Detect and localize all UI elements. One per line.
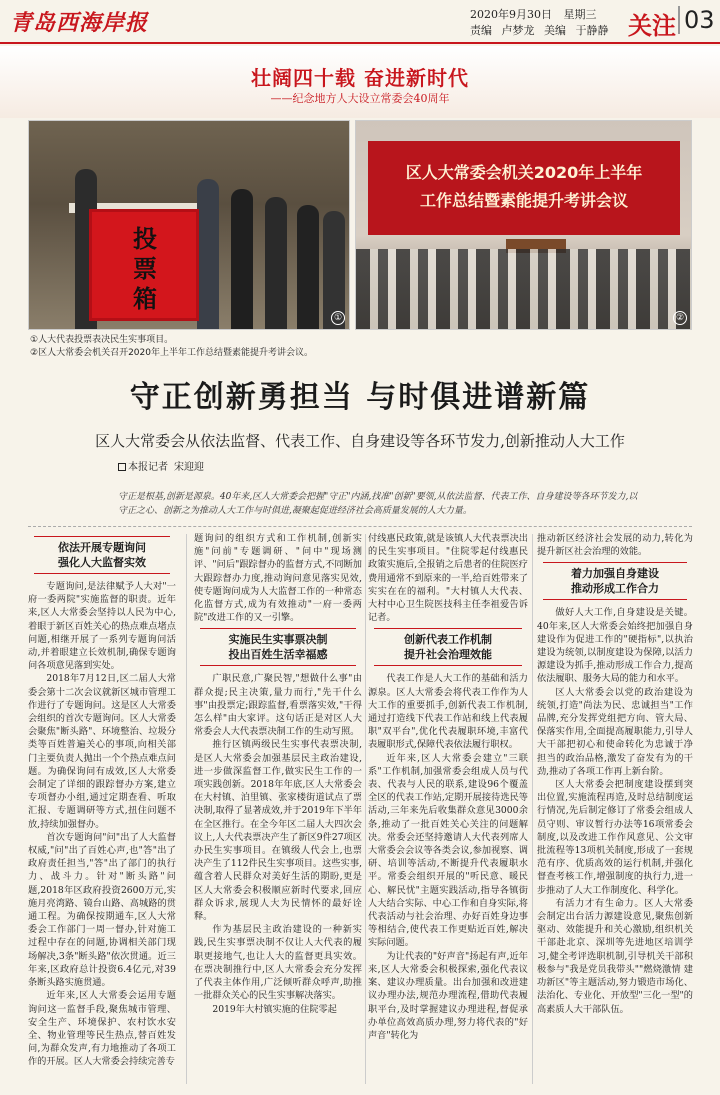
paragraph: 近年来,区人大常委会建立"三联系"工作机制,加强常委会组成人员与代表、代表与人民的联系,建设96个覆盖全区的代表工作站,定期开展接待选民等活动,三年来先后收集群众意见3000余条,推动了一批百姓关心关注的问题解决。常委会还坚持邀请人大代表列席人大常委会会议等各类会议,参加视察、调研、培训等活动,不断提升代表履职水平。常委会组织开展的"听民意、暖民心、解民忧"主题实践活动,指导各镇街人大结合实际、中心工作和自身实际,将代表活动与社会治理、办好百姓身边事等相结合,使代表工作更贴近百姓,解决实际问题。 (368, 752, 528, 949)
caption-line2: ②区人大常委会机关召开2020年上半年工作总结暨素能提升考讲会议。 (30, 348, 313, 358)
article-column-4 (537, 532, 693, 1087)
subtitle-line: 着力加强自身建设 (571, 567, 659, 581)
issue-weekday: 星期三 (563, 8, 597, 21)
banner-slogan: 壮阔四十载 奋进新时代 (251, 66, 469, 90)
section-subtitle (34, 536, 170, 574)
column-rule (365, 534, 366, 1084)
section-title: 关注 (628, 12, 676, 40)
person-figure (297, 205, 319, 329)
article-column-1 (28, 532, 176, 1087)
anniversary-banner (0, 46, 720, 118)
designer-name: 于静静 (575, 24, 609, 37)
article-lead: 守正是根基,创新是源泉。40年来,区人大常委会把握"守正"内涵,找准"创新"要领,从依法监督、代表工作、自身建设等各环节发力,以守正之心、创新之为推动人大工作与时俱进,凝聚起促进经济社会高质量发展的人大力量。 (118, 492, 638, 516)
byline-label: 本报记者 (128, 462, 168, 473)
paragraph: 推动新区经济社会发展的动力,转化为提升新区社会治理的效能。 (537, 533, 693, 558)
meeting-backdrop-line1: 区人大常委会机关2020年上半年 (405, 163, 643, 182)
subtitle-line: 投出百姓生活幸福感 (228, 648, 328, 662)
ballot-box (89, 209, 199, 321)
subtitle-line: 推动形成工作合力 (571, 582, 659, 596)
article-column-3 (368, 532, 528, 1087)
section-subtitle (374, 628, 522, 666)
meeting-backdrop (368, 141, 680, 235)
banner-subtitle: ——纪念地方人大设立常委会40周年 (270, 92, 450, 105)
subtitle-line: 实施民生实事票决制 (228, 633, 328, 647)
masthead (0, 0, 720, 44)
paragraph: 2019年大村镇实施的住院零起 (212, 1003, 337, 1015)
ballot-box-label: 投票箱 (133, 225, 157, 313)
paragraph: 有活力才有生命力。区人大常委会制定出台活力源建设意见,聚焦创新驱动、效能提升和关心激励,组织机关干部赴北京、深圳等先进地区培训学习,健全考评选职机制,引导机关干部积极参与"我是党员我带头""燃烧激情 建功新区"等主题活动,努力锻造市场化、法治化、专业化、开放型"三化一型"的高素质人大干部队伍。 (537, 897, 693, 1015)
person-figure (265, 197, 287, 329)
paper-name: 青岛西海岸报 (10, 10, 149, 36)
subtitle-line: 强化人大监督实效 (58, 556, 146, 569)
column-rule (532, 534, 533, 1084)
person-figure (231, 189, 253, 329)
paragraph: 做好人大工作,自身建设是关键。40年来,区人大常委会始终把加强自身建设作为促进工作的"硬指标",以执治建设为统领,以制度建设为保障,以活力源建设为抓手,推动形成工作合力,提高依法履职、服务大局的能力和水平。 (537, 607, 693, 685)
paragraph: 题询问的组织方式和工作机制,创新实施"问前"专题调研、"问中"现场测评、"问后"跟踪督办的监督方式,不同断加大跟踪督办力度,推动询问意见落实见效,使专题询问成为人大监督工作的一种常态化监督方式,成为有效推动"一府一委两院"改进工作的又一引擎。 (194, 533, 362, 624)
paragraph: 区人大常委会以党的政治建设为统领,打造"尚法为民、忠诚担当"工作品牌,充分发挥党组把方向、管大局、保落实作用,全面提高履职能力,引导人大干部把初心和使命转化为忠诚于净担当的政治品格,激发了奋发有为的干劲,推动了各项工作再上新台阶。 (537, 686, 693, 777)
article-column-2 (194, 532, 362, 1087)
paragraph: 推行区镇两级民生实事代表票决制,是区人大常委会加强基层民主政治建设,进一步做深监督工作,做实民生工作的一项实践创新。2018年年底,区人大常委会在大村镇、泊里镇、张家楼街道试点了票决制,取得了显著成效,并于2019年下半年在全区推行。在全今年区二届人大四次会议上,人大代表票决产生了新区9件27项区办民生实事项目。在镇级人代会上,也票决产生了112件民生实事项目。这些实事,蕴含着人民群众对美好生活的期盼,更是区人大常委会积极顺应新时代要求,回应群众诉求,展现人大为民情怀的最好诠释。 (194, 739, 362, 923)
designer-label: 美编 (544, 24, 566, 37)
issue-date-line (470, 6, 605, 22)
photo-caption (30, 334, 313, 360)
editor-name: 卢梦龙 (501, 24, 535, 37)
paragraph: 区人大常委会把制度建设摆到突出位置,实施流程再造,及时总结制度运行情况,先后制定修订了常委会组成人员守则、审议暂行办法等16项常委会制度,以及改进工作作风意见、公文审批流程等13项机关制度,形成了一套规范有序、优质高效的运行机制,并强化督查考核工作,增强制度的执行力,进一步推动了人大工作制度化、科学化。 (537, 779, 693, 896)
audience (356, 249, 692, 329)
paragraph: 专题询问,是法律赋予人大对"一府一委两院"实施监督的职责。近年来,区人大常委会坚持以人民为中心,着眼于新区百姓关心的热点难点堵点问题,相继开展了一系列专题询问活动,并着眼建立长效机制,确保专题询问各项意见落到实处。 (28, 581, 176, 672)
subtitle-line: 创新代表工作机制 (404, 633, 492, 647)
meeting-backdrop-text (368, 159, 680, 215)
paragraph: 广职民意,广聚民智,"想做什么事"由群众提;民主决策,量力而行,"先干什么事"由投票定;跟踪监督,看票落实效,"干得怎么样"由大家评。这句话正是对区人大常委会人大代表票决制工作的生动写照。 (194, 673, 362, 738)
editor-line (470, 22, 615, 38)
caption-line1: ①人大代表投票表决民生实事项目。 (30, 335, 174, 345)
photo-voting (28, 120, 350, 330)
photo-number: ② (673, 311, 687, 325)
page-number: 03 (678, 6, 718, 34)
byline-name: 宋迎迎 (174, 462, 204, 473)
article-subheadline: 区人大常委会从依法监督、代表工作、自身建设等各环节发力,创新推动人大工作 (95, 432, 625, 450)
subtitle-line: 提升社会治理效能 (404, 648, 492, 662)
divider (28, 526, 692, 527)
paragraph: 代表工作是人大工作的基础和活力源泉。区人大常委会将代表工作作为人大工作的重要抓手,创新代表工作机制,通过打造线下代表工作站和线上代表履职"双平台",优化代表履职环境,丰富代表履职形式,保障代表依法履行职权。 (368, 673, 528, 751)
paragraph: 2018年7月12日,区二届人大常委会第十二次会议就新区城市管理工作进行了专题询问。这是区人大常委会组织的首次专题询问。区人大常委会聚焦"断头路"、环境整治、垃圾分类等百姓普遍关心的事项,向相关部门主要负责人抛出一个个热点难点问题。为确保询问有成效,区人大常委会制定了详细的跟踪督办方案,建立专项督办小组,通过定期查看、听取汇报、专题调研等方式,扭住问题不放,持续加强督办。 (28, 673, 176, 830)
byline (118, 458, 204, 473)
paragraph: 首次专题询问"问"出了人大监督权威,"问"出了百姓心声,也"答"出了政府责任担当,"答"出了部门的执行力、战斗力。针对"断头路"问题,2018年区政府投资2600万元,实施月亮湾路、镜台山路、高城路的贯通工程。为确保按期通车,区人大常委会工作部门一周一督办,针对施工过程中存在的问题,协调相关部门现场解决,3条"断头路"依次贯通。近三年来,区政府总计投资6.4亿元,对39条断头路实施贯通。 (28, 831, 176, 989)
meeting-backdrop-line2: 工作总结暨素能提升考讲会议 (419, 191, 628, 210)
paragraph: 付线惠民政策,就是该镇人大代表票决出的民生实事项目。"住院零起付线惠民政策实施后,全报销之后患者的住院医疗费用通常不到原来的一半,给百姓带来了实实在在的福利。"大村镇人大代表、大村中心卫生院医技科主任李祖爱告诉记者。 (368, 533, 528, 624)
issue-date: 2020年9月30日 (470, 8, 552, 21)
photo-meeting (355, 120, 692, 330)
paragraph: 近年来,区人大常委会运用专题询问这一监督手段,聚焦城市管理、安全生产、环境保护、农村饮水安全、物业管理等民生热点,替百姓发问,为群众发声,有力地推动了各项工作的开展。区人大常委会持续完善专 (28, 990, 176, 1068)
section-subtitle (543, 562, 687, 600)
column-rule (186, 534, 187, 1084)
paragraph: 为让代表的"好声音"扬起有声,近年来,区人大常委会积极探索,强化代表议案、建议办理质量。出台加强和改进建议办理办法,规范办理流程,借助代表履职平台,及时掌握建议办理进程,督促承办单位高效高质办理,努力将代表的"好声音"转化为 (368, 950, 528, 1041)
paragraph: 作为基层民主政治建设的一种新实践,民生实事票决制不仅让人大代表的履职更接地气,也让人大的监督更具实效。在票决制推行中,区人大常委会充分发挥了代表主体作用,广泛倾听群众呼声,助推一批群众关心的民生实事解决落实。 (194, 924, 362, 1002)
byline-box-icon (118, 463, 126, 471)
article-headline: 守正创新勇担当 与时俱进谱新篇 (129, 380, 591, 415)
subtitle-line: 依法开展专题询问 (58, 541, 146, 554)
section-subtitle (200, 628, 356, 666)
person-figure (197, 179, 219, 329)
editor-label: 责编 (470, 24, 492, 37)
photo-number: ① (331, 311, 345, 325)
